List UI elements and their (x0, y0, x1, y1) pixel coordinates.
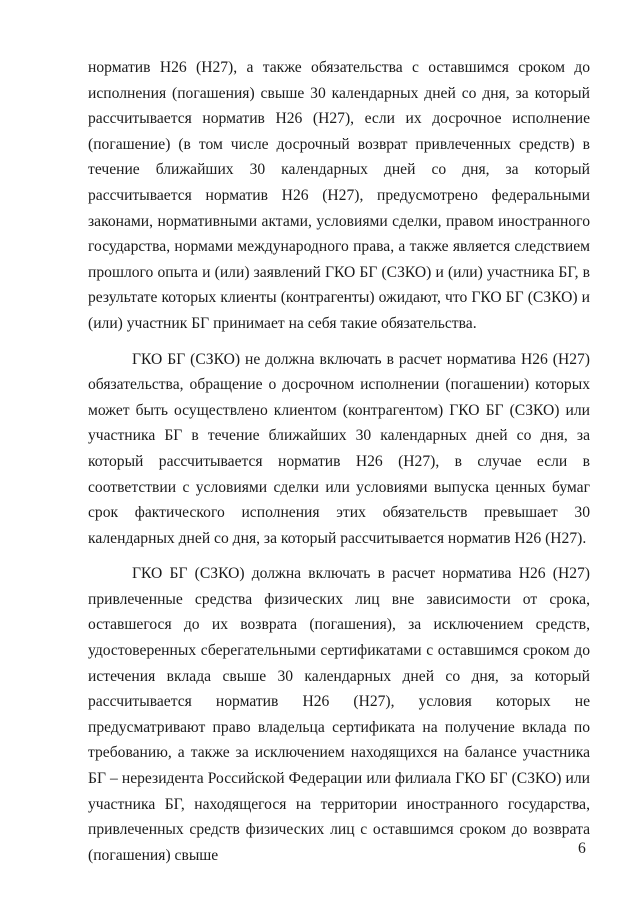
paragraph-inclusion-rule: ГКО БГ (СЗКО) должна включать в расчет норматива Н26 (Н27) привлеченные средства физических лиц вне зависимости от срока, оставшегося до их возврата (погашения), за исключением средств, удостоверенных сберегательными сертификатами с оставшимся сроком до истечения вклада свыше 30 календарных дней со дня, за который рассчитывается норматив Н26 (Н27), условия которых не предусматривают право владельца сертификата на получение вклада по требованию, а также за исключением находящихся на балансе участника БГ – нерезидента Российской Федерации или филиала ГКО БГ (СЗКО) или участника БГ, находящегося на территории иностранного государства, привлеченных средств физических лиц с оставшимся сроком до возврата (погашения) свыше (88, 565, 590, 864)
paragraph-continuation: норматив Н26 (Н27), а также обязательства с оставшимся сроком до исполнения (погашения) свыше 30 календарных дней со дня, за который рассчитывается норматив Н26 (Н27), если их досрочное исполнение (погашение) (в том числе досрочный возврат привлеченных средств) в течение ближайших 30 календарных дней со дня, за который рассчитывается норматив Н26 (Н27), предусмотрено федеральными законами, нормативными актами, условиями сделки, правом иностранного государства, нормами международного права, а также является следствием прошлого опыта и (или) заявлений ГКО БГ (СЗКО) и (или) участника БГ, в результате которых клиенты (контрагенты) ожидают, что ГКО БГ (СЗКО) и (или) участник БГ принимает на себя такие обязательства. (88, 59, 590, 332)
paragraph-exclusion-rule: ГКО БГ (СЗКО) не должна включать в расчет норматива Н26 (Н27) обязательства, обращение о досрочном исполнении (погашении) которых может быть осуществлено клиентом (контрагентом) ГКО БГ (СЗКО) или участника БГ в течение ближайших 30 календарных дней со дня, за который рассчитывается норматив Н26 (Н27), в случае если в соответствии с условиями сделки или условиями выпуска ценных бумаг срок фактического исполнения этих обязательств превышает 30 календарных дней со дня, за который рассчитывается норматив Н26 (Н27). (88, 350, 590, 547)
document-body (88, 55, 590, 868)
page-number: 6 (578, 840, 586, 857)
